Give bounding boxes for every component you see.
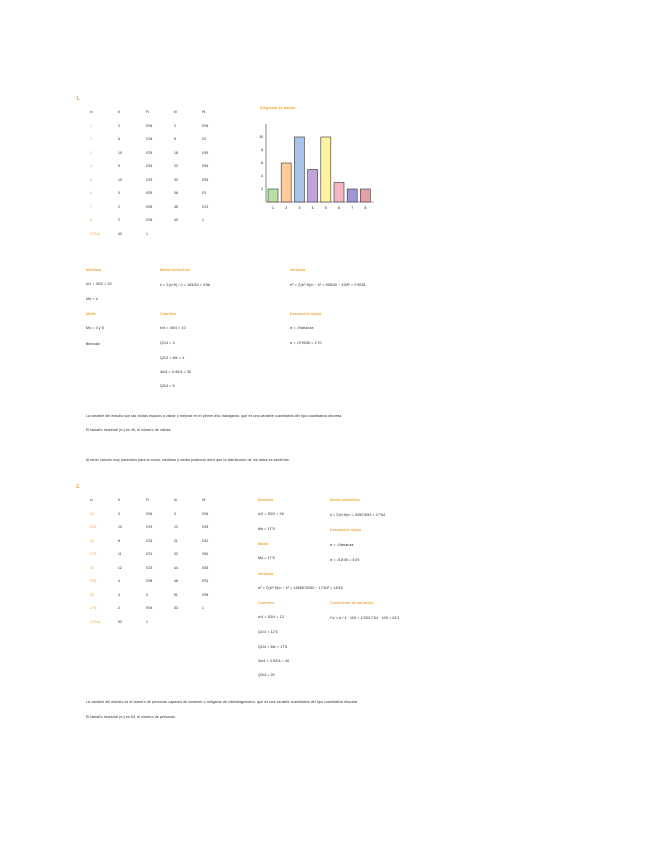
x-tick-label: 1 [272,206,274,210]
bar-3 [294,137,304,202]
table1-cell: 3 [118,191,120,195]
table1-cell: 10 [118,177,122,182]
table1-cell: 6 [90,191,92,195]
table1-header-xi: xi [90,110,93,114]
table2-cell: 0'19 [146,525,153,529]
bar-7 [347,189,357,202]
table1-cell: 0'29 [146,150,153,155]
bar-6 [334,183,344,203]
table2-cell: 0'06 [146,511,153,516]
table1-cell: 23 [174,164,178,168]
cuartiles-expr-3: Q2/4 = Me = 4 [160,356,185,360]
table2-total-cell: 53 [118,619,122,624]
cuartiles-expr-5: Q3/4 = 5 [160,384,175,388]
y-tick-label: 2 [261,187,263,192]
table1-cell: 4 [90,164,92,168]
table2-cell: 22'5 [90,579,97,583]
table1-cell: 5 [118,164,120,168]
mediana-expr-2: Me = 4 [86,297,98,301]
table2-cell: 11 [118,552,122,556]
cuartiles-2-expr-4: 3n/4 = 3·53/4 = 40 [258,659,290,663]
section-1-number: 1. [76,96,81,102]
table1-cell: 0'06 [202,123,209,128]
desviacion-2-label: Desviación típica [330,528,362,532]
cuartiles-expr-4: 3n/4 = 3·40/4 = 30 [160,370,192,374]
table2-header-hi: hi [174,498,177,502]
cuartiles-2-expr-5: Q3/4 = 20 [258,673,275,677]
table2-cell: 0'25 [202,525,209,529]
table2-cell: 13 [174,525,178,529]
bar-chart-svg [252,106,392,216]
table2-cell: 32 [174,552,178,556]
x-tick-label: 7 [351,206,354,210]
table2-cell: 15 [90,538,94,543]
table2-cell: 48 [174,579,178,583]
table2-cell: 4 [118,579,120,583]
table1-cell: 6 [118,137,120,141]
table2-cell: 12'5 [90,525,97,529]
media-expr: x̄ = Σ(xi·fi) / n = 183/40 = 4'58 [160,283,211,287]
x-tick-label: 5 [324,206,327,210]
table2-cell: 3 [174,511,176,516]
table2-cell: 10 [90,511,94,516]
media-2-label: Media aritmética [330,498,360,502]
table1-cell: 0'15 [146,164,153,168]
table1-cell: 0'64 [202,164,209,168]
table1-cell: 5 [90,177,92,182]
table1-cell: 0'18 [146,137,153,141]
table1-cell: 0'06 [146,204,153,209]
table2-cell: 8 [118,538,120,543]
varianza-expr: σ² = Σ(xi²·fi)/n − x̄² = 958/40 − 4'58² = 2'9036 [290,283,366,287]
table1-cell: 0'29 [146,177,153,182]
mediana-2-label: Mediana [258,498,274,502]
table1-header-Hi: Hi [202,110,206,114]
table1-cell: 8 [90,218,92,222]
table2-cell: 21 [174,538,178,543]
table2-cell: 10 [118,525,122,529]
y-tick-label: 10 [259,135,263,140]
x-tick-label: 8 [364,206,367,210]
table2-cell: 0 [146,592,148,597]
table1-header-fi: fi [118,110,120,114]
table1-cell: 10 [118,150,122,155]
table1-cell: 0'49 [202,150,209,155]
media-2-expr: x̄ = Σ(xi·fi)/n = 9352'5/53 = 17'64 [330,513,386,517]
mediana-2-expr-2: Me = 17'5 [258,527,275,531]
table1-cell: 0'06 [146,218,153,222]
x-tick-label: 6 [338,206,340,210]
table2-cell: 51 [174,592,178,597]
desviacion-2-expr-2: σ = √18'45 = 4'29 [330,558,360,562]
bimodal-label: Bimodal [86,342,100,346]
bar-2 [281,163,291,202]
table1-cell: 2 [118,204,120,209]
mediana-2-expr-1: n/2 = 53/2 = 26 [258,512,284,516]
bar-5 [321,137,331,202]
conclusion-2-2: El tamaño muestral (n²) es 53, el número de personas. [86,715,177,719]
table2-cell: 25 [90,592,94,597]
y-tick-label: 4 [261,174,263,179]
table1-cell: 2 [90,137,92,141]
table1-cell: 8 [174,137,176,141]
table1-cell: 1 [90,123,92,128]
bar-8 [360,189,370,202]
media-label: Media aritmética [160,268,190,272]
table1-cell: 40 [174,218,178,222]
table1-cell: 0'2 [202,137,207,141]
cv-label: Coeficiente de variación [330,601,374,605]
x-tick-label: 2 [285,206,288,210]
table1-header-Fi: Fi [146,110,149,114]
frequency-table-1 [84,110,244,250]
table2-cell: 0'08 [146,579,153,583]
cuartiles-2-expr-2: Q1/4 = 12'5 [258,630,278,634]
table2-header-xi: xi [90,498,93,502]
desviacion-label: Desviación típica [290,312,322,316]
moda-expr: Mo = 3 y 5 [86,326,104,330]
conclusion-2-1: La variable del estudio es el número de personas capaces de sostener o mitigarse de ciberdiagnóstico, que es una variable cuantitativa del tipo cuantitativa discreta. [86,700,359,704]
cuartiles-2-expr-3: Q2/4 = Me = 17'5 [258,645,288,649]
cuartiles-2-label: Cuartiles [258,601,275,605]
table2-cell: 0'15 [146,538,153,543]
table2-cell: 0'06 [202,511,209,516]
table1-cell: 1 [202,218,204,222]
table2-header-Hi: Hi [202,498,206,502]
mediana-expr-1: n/2 = 40/2 = 20 [86,282,112,286]
table2-cell: 0'40 [202,538,209,543]
cuartiles-2-expr-1: n/4 = 53/4 = 13 [258,615,284,619]
cuartiles-expr-2: Q1/4 = 3 [160,341,175,345]
bar-4 [308,170,318,203]
table1-cell: 2 [118,123,120,128]
table1-total-cell: TOTAL [90,231,101,236]
table1-total-cell: 1 [146,231,148,236]
table1-cell: 38 [174,204,178,209]
frequency-table-2 [84,498,244,638]
table2-cell: 0'23 [146,565,153,570]
table2-cell: 1 [202,606,204,610]
moda-2-expr: Mo = 17'5 [258,556,275,560]
desviacion-expr-2: σ = √2'9036 = 1'70 [290,341,322,345]
table1-cell: 0'93 [202,177,209,182]
table1-cell: 0'1 [202,191,207,195]
table2-header-Fi: Fi [146,498,149,502]
table2-cell: 0'83 [202,565,209,570]
varianza-2-label: Varianza [258,572,274,576]
table2-total-cell: 1 [146,619,148,624]
table1-cell: 3 [90,150,92,155]
table1-cell: 33 [174,177,178,182]
table2-cell: 3 [118,592,120,597]
cuartiles-label: Cuartiles [160,312,177,316]
chart-title: Diagrama de barras [260,106,296,110]
table2-header-fi: fi [118,498,120,502]
table2-cell: 0'21 [146,552,153,556]
mediana-label: Mediana [86,268,102,272]
table1-cell: 18 [174,150,178,155]
table1-cell: 36 [174,191,178,195]
table2-cell: 0'96 [202,592,209,597]
moda-2-label: Moda [258,542,268,546]
bar-1 [268,189,278,202]
table1-header-hi: hi [174,110,177,114]
table2-cell: 0'91 [202,579,209,583]
desviacion-expr-1: σ = √Varianza [290,326,314,330]
table1-total-cell: 40 [118,231,122,236]
table2-cell: 2 [118,606,120,610]
table2-cell: 0'04 [146,606,153,610]
x-tick-label: 4 [311,206,314,210]
table1-cell: 0'12 [202,204,209,209]
table2-cell: 20 [90,565,94,570]
table2-cell: 27'5 [90,606,97,610]
cuartiles-expr-1: n/4 = 40/4 = 10 [160,326,186,330]
table2-cell: 53 [174,606,178,610]
y-tick-label: 6 [261,161,263,166]
conclusion-1-1: La variable del estudio son las visitas espacio a visitar o mejorar en el primer año trabajando, que es una variable cuantitativa del tipo cuantitativa discreta. [86,414,343,418]
conclusion-1-2: El tamaño muestral (n²) es 40, el número de visitas. [86,428,172,432]
bar-chart [252,106,392,216]
moda-label: Moda [86,312,96,316]
table2-total-cell: TOTAL [90,619,101,624]
table1-cell: 0'09 [146,191,153,195]
conclusion-1-3: Al tener valores muy parecidos para la moda, mediana y media podemos decir que la distribución de los datos es simétrica. [86,458,290,462]
table1-cell: 7 [90,204,92,209]
y-tick-label: 8 [261,148,263,153]
varianza-2-expr: σ² = Σ(xi²·fi)/n − x̄² = 16956'25/53 − 17'64² = 18'45 [258,586,343,590]
table2-cell: 44 [174,565,178,570]
table2-cell: 3 [118,511,120,516]
section-2-number: 2. [76,484,81,490]
table2-cell: 0'60 [202,552,209,556]
x-tick-label: 3 [298,206,301,210]
table1-cell: 0'06 [146,123,153,128]
table2-cell: 12 [118,565,122,570]
cv-expr: Cv = σ / x̄ · 100 = 4'29/17'64 · 100 = 24'3 [330,616,400,620]
varianza-label: Varianza [290,268,306,272]
table1-cell: 2 [174,123,176,128]
table1-cell: 2 [118,218,120,222]
table2-cell: 17'5 [90,552,97,556]
desviacion-2-expr-1: σ = √Varianza [330,543,354,547]
